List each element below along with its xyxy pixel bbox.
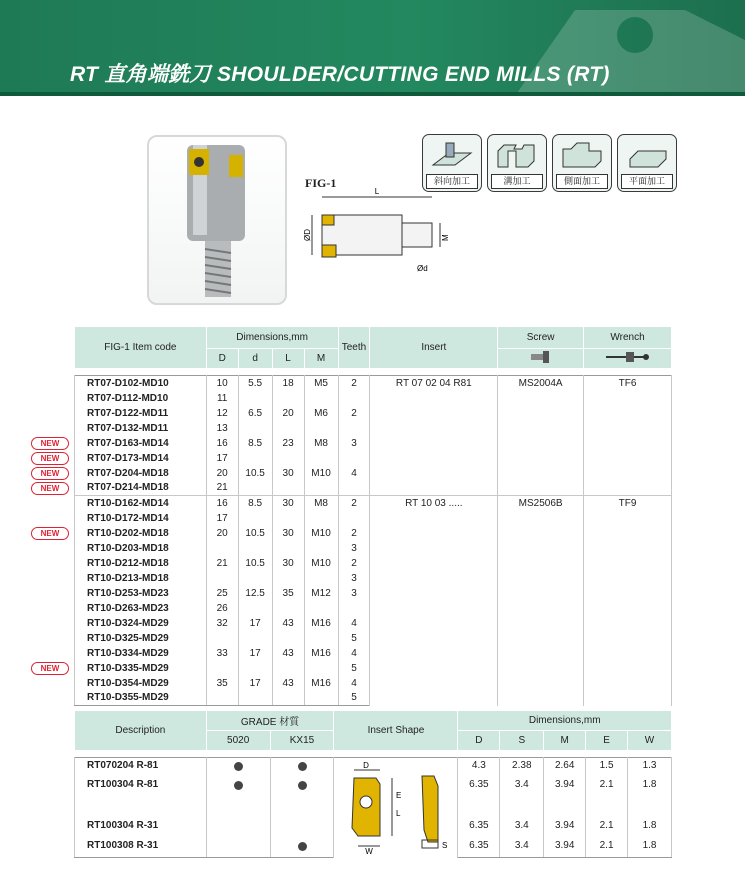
cell-L: 23 [272, 436, 304, 451]
cell-W: 1.8 [628, 838, 672, 858]
grade-cell [270, 838, 334, 858]
cell-L [272, 511, 304, 526]
cell-D: 6.35 [458, 838, 500, 858]
cell-M: M8 [304, 496, 338, 511]
available-dot-icon [298, 842, 307, 851]
cell-L [272, 451, 304, 466]
cell-d [238, 571, 272, 586]
cell-L: 30 [272, 496, 304, 511]
ramping-icon [429, 139, 475, 173]
item-code: RT10-D172-MD14 [75, 511, 207, 526]
cell-teeth: 5 [338, 691, 370, 706]
cell-D: 16 [206, 496, 238, 511]
cell-teeth: 4 [338, 616, 370, 631]
fig1-drawing [300, 185, 460, 285]
grade-cell [206, 818, 270, 837]
cell-d: 17 [238, 676, 272, 691]
available-dot-icon [234, 781, 243, 790]
cell-E: 2.1 [586, 777, 628, 818]
item-code: RT07-D112-MD10 [75, 391, 207, 406]
end-mill-image [149, 137, 285, 303]
cell-D [206, 631, 238, 646]
shape-label-e: E [395, 791, 402, 800]
col-E: E [586, 731, 628, 751]
cell-L: 20 [272, 406, 304, 421]
item-code: RT10-D325-MD29 [75, 631, 207, 646]
cell-M: M8 [304, 436, 338, 451]
cell-teeth: 5 [338, 661, 370, 676]
insert-description: RT100304 R-31 [75, 818, 207, 837]
wrench-cell: TF9 [584, 496, 672, 706]
cell-M [304, 541, 338, 556]
cell-d [238, 481, 272, 496]
cell-D: 4.3 [458, 758, 500, 777]
cell-teeth: 5 [338, 631, 370, 646]
grade-cell [206, 758, 270, 777]
cell-L: 30 [272, 526, 304, 541]
op-label: 溝加工 [491, 174, 543, 189]
cell-L [272, 481, 304, 496]
col-dimensions: Dimensions,mm [206, 327, 338, 349]
insert-description: RT100308 R-31 [75, 838, 207, 858]
available-dot-icon [298, 781, 307, 790]
cell-d: 6.5 [238, 406, 272, 421]
col-S: S [500, 731, 544, 751]
grade-cell [206, 838, 270, 858]
insert-spec-table [74, 710, 672, 858]
cell-D: 13 [206, 421, 238, 436]
cell-D [206, 571, 238, 586]
item-code: RT10-D212-MD18 [75, 556, 207, 571]
item-code: RT10-D162-MD14 [75, 496, 207, 511]
cell-M: M16 [304, 676, 338, 691]
slotting-icon [494, 139, 540, 173]
dim-od-label: ØD [303, 229, 312, 241]
cell-M: M6 [304, 406, 338, 421]
wrench-cell: TF6 [584, 376, 672, 496]
cell-M: 3.94 [544, 838, 586, 858]
item-code: RT07-D214-MD18 [75, 481, 207, 496]
cell-teeth: 3 [338, 571, 370, 586]
col-screw: Screw [498, 327, 584, 349]
col-D: D [206, 349, 238, 369]
cell-teeth: 4 [338, 466, 370, 481]
cell-d: 17 [238, 616, 272, 631]
op-label: 側面加工 [556, 174, 608, 189]
cell-D: 35 [206, 676, 238, 691]
col-wrench: Wrench [584, 327, 672, 349]
cell-S: 3.4 [500, 777, 544, 818]
cell-D: 6.35 [458, 818, 500, 837]
shape-label-l: L [395, 809, 401, 818]
shape-label-d: D [363, 761, 369, 770]
cell-D [206, 541, 238, 556]
item-code: RT10-D354-MD29 [75, 676, 207, 691]
item-code: RT10-D263-MD23 [75, 601, 207, 616]
screw-icon [498, 349, 584, 369]
op-label: 斜向加工 [426, 174, 478, 189]
op-slotting [487, 134, 547, 192]
cell-D: 21 [206, 481, 238, 496]
cell-M [304, 691, 338, 706]
insert-cell: RT 10 03 ..... [370, 496, 498, 706]
insert-cell: RT 07 02 04 R81 [370, 376, 498, 496]
insert-description: RT100304 R-81 [75, 777, 207, 818]
col-d: d [238, 349, 272, 369]
cell-E: 2.1 [586, 838, 628, 858]
cell-M: M5 [304, 376, 338, 391]
cell-M [304, 451, 338, 466]
cell-L [272, 421, 304, 436]
item-code: RT10-D203-MD18 [75, 541, 207, 556]
cell-M [304, 481, 338, 496]
cell-D: 20 [206, 466, 238, 481]
cell-W: 1.8 [628, 777, 672, 818]
cell-M: M10 [304, 526, 338, 541]
cell-teeth: 2 [338, 556, 370, 571]
new-badge: NEW [31, 482, 69, 495]
cell-L: 18 [272, 376, 304, 391]
col-grade-5020: 5020 [206, 731, 270, 751]
cell-D: 32 [206, 616, 238, 631]
new-badge: NEW [31, 467, 69, 480]
cell-D [206, 691, 238, 706]
cell-L: 43 [272, 616, 304, 631]
col-insert-shape: Insert Shape [334, 711, 458, 751]
cell-D: 17 [206, 511, 238, 526]
table-row [75, 496, 672, 511]
grade-cell [270, 818, 334, 837]
new-badge: NEW [31, 662, 69, 675]
page-title: RT 直角端銑刀 SHOULDER/CUTTING END MILLS (RT) [70, 63, 610, 86]
item-code: RT07-D122-MD11 [75, 406, 207, 421]
new-badge: NEW [31, 527, 69, 540]
available-dot-icon [298, 762, 307, 771]
cell-M [304, 421, 338, 436]
cell-M [304, 631, 338, 646]
col-dimensions: Dimensions,mm [458, 711, 672, 731]
item-code: RT10-D324-MD29 [75, 616, 207, 631]
cell-M [304, 571, 338, 586]
cell-D: 10 [206, 376, 238, 391]
cell-teeth: 2 [338, 526, 370, 541]
col-description: Description [75, 711, 207, 751]
cell-d [238, 541, 272, 556]
cell-D: 25 [206, 586, 238, 601]
col-M: M [304, 349, 338, 369]
col-item-code: FIG-1 Item code [75, 327, 207, 369]
cell-d [238, 391, 272, 406]
available-dot-icon [234, 762, 243, 771]
cell-L [272, 391, 304, 406]
cell-teeth: 2 [338, 496, 370, 511]
cell-E: 1.5 [586, 758, 628, 777]
item-code: RT07-D132-MD11 [75, 421, 207, 436]
item-code: RT07-D102-MD10 [75, 376, 207, 391]
cell-M: M12 [304, 586, 338, 601]
cell-D: 17 [206, 451, 238, 466]
cell-D: 16 [206, 436, 238, 451]
cell-D: 11 [206, 391, 238, 406]
table-row [75, 758, 672, 777]
cell-d: 10.5 [238, 466, 272, 481]
cell-teeth [338, 391, 370, 406]
cell-L [272, 571, 304, 586]
col-insert: Insert [370, 327, 498, 369]
screw-cell: MS2506B [498, 496, 584, 706]
new-badge: NEW [31, 437, 69, 450]
page-header [0, 0, 745, 96]
cell-teeth [338, 511, 370, 526]
shape-label-w: W [365, 847, 373, 854]
wrench-icon [584, 349, 672, 369]
cell-d [238, 691, 272, 706]
cell-d: 8.5 [238, 436, 272, 451]
dim-d-label: Ød [417, 264, 428, 273]
cell-d: 10.5 [238, 556, 272, 571]
op-face-milling [617, 134, 677, 192]
tool-photo [147, 135, 287, 305]
cell-d [238, 451, 272, 466]
new-badge: NEW [31, 452, 69, 465]
op-ramping [422, 134, 482, 192]
cell-E: 2.1 [586, 818, 628, 837]
side-milling-icon [559, 139, 605, 173]
cell-d: 5.5 [238, 376, 272, 391]
col-W: W [628, 731, 672, 751]
cell-teeth: 3 [338, 586, 370, 601]
cell-D: 33 [206, 646, 238, 661]
end-mill-spec-table [74, 326, 672, 706]
operation-icons [422, 134, 677, 192]
cell-L [272, 541, 304, 556]
cell-d: 17 [238, 646, 272, 661]
table-row [75, 376, 672, 391]
cell-M [304, 511, 338, 526]
cell-L [272, 631, 304, 646]
cell-M [304, 661, 338, 676]
grade-cell [270, 777, 334, 818]
cell-M [304, 601, 338, 616]
col-M: M [544, 731, 586, 751]
cell-L [272, 691, 304, 706]
insert-shape-cell [334, 758, 458, 858]
cell-L [272, 661, 304, 676]
cell-teeth: 3 [338, 541, 370, 556]
cell-D [206, 661, 238, 676]
cell-M: M10 [304, 556, 338, 571]
op-side-milling [552, 134, 612, 192]
item-code: RT07-D173-MD14 [75, 451, 207, 466]
cell-D: 21 [206, 556, 238, 571]
item-code: RT10-D355-MD29 [75, 691, 207, 706]
cell-M [304, 391, 338, 406]
cell-S: 2.38 [500, 758, 544, 777]
cell-d [238, 601, 272, 616]
cell-M: 3.94 [544, 818, 586, 837]
cell-W: 1.3 [628, 758, 672, 777]
col-grade: GRADE 材質 [206, 711, 334, 731]
figure-label: FIG-1 [305, 176, 337, 190]
screw-cell: MS2004A [498, 376, 584, 496]
cell-L: 30 [272, 556, 304, 571]
cell-L: 30 [272, 466, 304, 481]
cell-teeth: 2 [338, 406, 370, 421]
cell-d [238, 661, 272, 676]
item-code: RT10-D253-MD23 [75, 586, 207, 601]
item-code: RT10-D335-MD29 [75, 661, 207, 676]
cell-teeth [338, 601, 370, 616]
cell-L: 43 [272, 676, 304, 691]
cell-L [272, 601, 304, 616]
cell-L: 35 [272, 586, 304, 601]
shape-label-s: S [441, 841, 448, 850]
cell-teeth [338, 481, 370, 496]
insert-shape-drawing [336, 758, 456, 854]
cell-d: 8.5 [238, 496, 272, 511]
cell-M: M16 [304, 646, 338, 661]
col-L: L [272, 349, 304, 369]
cell-M: M16 [304, 616, 338, 631]
cell-teeth: 3 [338, 436, 370, 451]
face-milling-icon [624, 139, 670, 173]
grade-cell [270, 758, 334, 777]
insert-description: RT070204 R-81 [75, 758, 207, 777]
cell-teeth: 4 [338, 646, 370, 661]
item-code: RT10-D202-MD18 [75, 526, 207, 541]
col-grade-kx15: KX15 [270, 731, 334, 751]
cell-d: 12.5 [238, 586, 272, 601]
cell-d [238, 631, 272, 646]
item-code: RT07-D204-MD18 [75, 466, 207, 481]
col-teeth: Teeth [338, 327, 370, 369]
cell-d [238, 421, 272, 436]
cell-D: 20 [206, 526, 238, 541]
cell-teeth [338, 421, 370, 436]
grade-cell [206, 777, 270, 818]
cell-L: 43 [272, 646, 304, 661]
item-code: RT10-D213-MD18 [75, 571, 207, 586]
cell-teeth [338, 451, 370, 466]
cell-W: 1.8 [628, 818, 672, 837]
cell-S: 3.4 [500, 818, 544, 837]
cell-M: M10 [304, 466, 338, 481]
dim-l-label: L [374, 187, 380, 196]
cell-S: 3.4 [500, 838, 544, 858]
cell-D: 12 [206, 406, 238, 421]
dim-m-label: M [441, 234, 450, 241]
cell-d [238, 511, 272, 526]
item-code: RT10-D334-MD29 [75, 646, 207, 661]
cell-M: 2.64 [544, 758, 586, 777]
cell-D: 26 [206, 601, 238, 616]
cell-M: 3.94 [544, 777, 586, 818]
cell-teeth: 2 [338, 376, 370, 391]
cell-d: 10.5 [238, 526, 272, 541]
op-label: 平面加工 [621, 174, 673, 189]
cell-teeth: 4 [338, 676, 370, 691]
item-code: RT07-D163-MD14 [75, 436, 207, 451]
cell-D: 6.35 [458, 777, 500, 818]
col-D: D [458, 731, 500, 751]
